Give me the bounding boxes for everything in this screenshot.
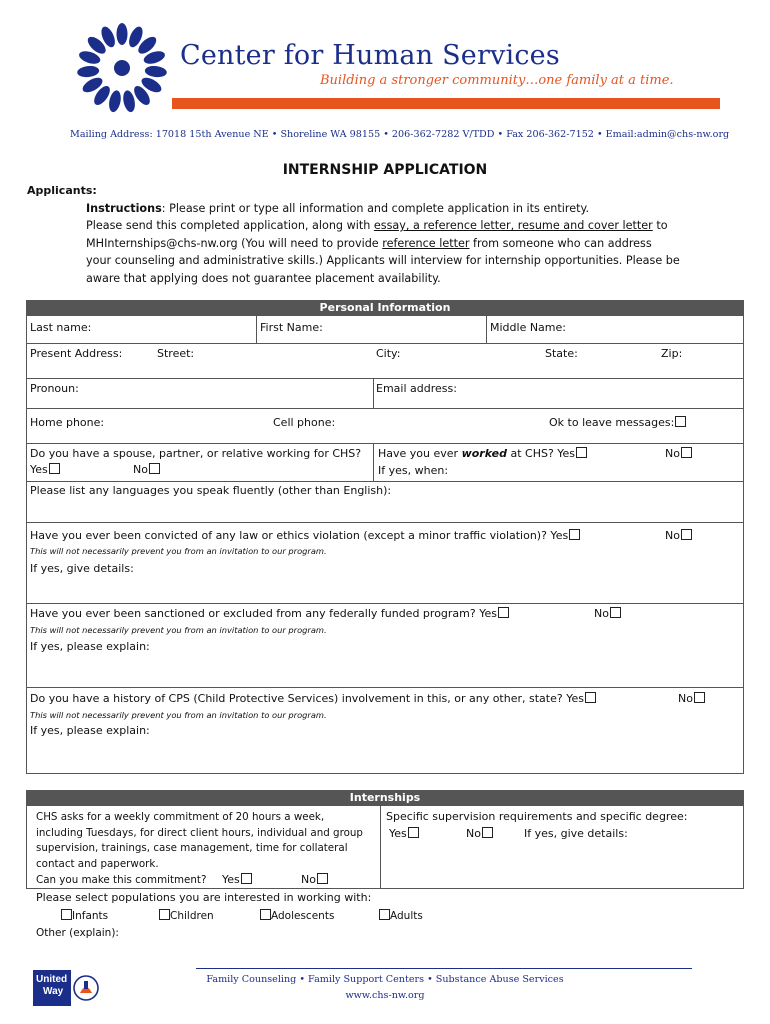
- united-way-line-2: Way: [43, 986, 64, 997]
- applicants-label: Applicants:: [27, 184, 97, 197]
- pronoun-field[interactable]: Pronoun:: [30, 382, 79, 395]
- commitment-line-2: including Tuesdays, for direct client hours, individual and group: [36, 826, 363, 839]
- footer-services: Family Counseling • Family Support Centers • Substance Abuse Services: [206, 974, 564, 985]
- internships-box-right: [743, 806, 744, 888]
- infants-checkbox[interactable]: [61, 909, 72, 920]
- city-field[interactable]: City:: [376, 347, 401, 360]
- row-divider: [26, 408, 744, 409]
- instructions-line-3b: from someone who can address: [469, 236, 652, 250]
- convicted-question: Have you ever been convicted of any law or ethics violation (except a minor traffic violation)? Yes: [30, 529, 569, 542]
- cps-yes-checkbox[interactable]: [585, 692, 596, 703]
- supervision-question: Specific supervision requirements and specific degree:: [386, 810, 688, 823]
- infants-label: Infants: [72, 910, 109, 922]
- supervision-details-field[interactable]: If yes, give details:: [524, 827, 628, 840]
- sanctioned-question: Have you ever been sanctioned or excluded from any federally funded program? Yes: [30, 607, 497, 620]
- internships-box-bottom: [26, 888, 744, 889]
- internships-col-divider: [380, 806, 381, 888]
- supervision-yes-checkbox[interactable]: [408, 827, 419, 838]
- commitment-question: Can you make this commitment?: [36, 874, 207, 886]
- spouse-yes-checkbox[interactable]: [49, 463, 60, 474]
- instructions-line-5: aware that applying does not guarantee placement availability.: [86, 271, 441, 285]
- row-divider: [26, 522, 744, 523]
- chs-logo: [76, 20, 168, 116]
- cps-note: This will not necessarily prevent you from an invitation to our program.: [30, 710, 327, 720]
- worked-q-a: Have you ever: [378, 447, 462, 460]
- last-name-field[interactable]: Last name:: [30, 321, 92, 334]
- personal-box-bottom: [26, 773, 744, 774]
- zip-field[interactable]: Zip:: [661, 347, 683, 360]
- adolescents-checkbox[interactable]: [260, 909, 271, 920]
- sanctioned-yes-checkbox[interactable]: [498, 607, 509, 618]
- internships-box-left: [26, 806, 27, 888]
- populations-question: Please select populations you are interested in working with:: [36, 891, 372, 904]
- personal-box-right: [743, 316, 744, 773]
- convicted-no-label: No: [665, 529, 680, 542]
- cps-no-label: No: [678, 692, 693, 705]
- commit-yes-checkbox[interactable]: [241, 873, 252, 884]
- worked-no-label: No: [665, 447, 680, 460]
- united-way-line-1: United: [36, 974, 68, 985]
- cps-question: Do you have a history of CPS (Child Protective Services) involvement in this, or any other, state? Yes: [30, 692, 584, 705]
- ok-leave-messages-label: Ok to leave messages:: [549, 416, 675, 429]
- children-label: Children: [170, 910, 214, 922]
- middle-name-field[interactable]: Middle Name:: [490, 321, 566, 334]
- org-name: Center for Human Services: [180, 40, 560, 71]
- col-divider: [373, 378, 374, 408]
- other-explain-field[interactable]: Other (explain):: [36, 927, 119, 939]
- state-field[interactable]: State:: [545, 347, 578, 360]
- convicted-no-checkbox[interactable]: [681, 529, 692, 540]
- sanctioned-no-label: No: [594, 607, 609, 620]
- convicted-note: This will not necessarily prevent you from an invitation to our program.: [30, 546, 327, 556]
- first-name-field[interactable]: First Name:: [260, 321, 323, 334]
- instructions-line-3a: MHInternships@chs-nw.org (You will need to provide: [86, 236, 383, 250]
- internships-heading: Internships: [26, 790, 744, 806]
- instructions: [86, 200, 696, 287]
- contact-line: Mailing Address: 17018 15th Avenue NE • Shoreline WA 98155 • 206-362-7282 V/TDD • Fax 206-362-7152 • Email:admin@chs-nw.org: [70, 129, 730, 140]
- worked-q-emphasis: worked: [461, 447, 507, 460]
- spouse-no-checkbox[interactable]: [149, 463, 160, 474]
- present-address-label: Present Address:: [30, 347, 123, 360]
- header-divider: [172, 98, 720, 109]
- footer-url[interactable]: www.chs-nw.org: [345, 990, 425, 1001]
- instructions-line-2b: to: [652, 219, 668, 233]
- instructions-line-3-underlined: reference letter: [382, 236, 470, 250]
- personal-box-left: [26, 316, 27, 773]
- commitment-line-4: contact and paperwork.: [36, 857, 159, 870]
- worked-when-field[interactable]: If yes, when:: [378, 464, 449, 477]
- commitment-line-1: CHS asks for a weekly commitment of 20 hours a week,: [36, 811, 325, 823]
- cell-phone-field[interactable]: Cell phone:: [273, 416, 336, 429]
- commitment-text: [36, 810, 363, 872]
- instructions-label: Instructions: [86, 202, 162, 215]
- cps-explain-field[interactable]: If yes, please explain:: [30, 724, 150, 737]
- adults-checkbox[interactable]: [379, 909, 390, 920]
- convicted-yes-checkbox[interactable]: [569, 529, 580, 540]
- spouse-no-label: No: [133, 463, 148, 476]
- children-checkbox[interactable]: [159, 909, 170, 920]
- personal-information-heading: Personal Information: [26, 300, 744, 316]
- col-divider: [486, 316, 487, 343]
- footer-divider: [196, 968, 692, 969]
- col-divider: [256, 316, 257, 343]
- row-divider: [26, 481, 744, 482]
- worked-yes-checkbox[interactable]: [576, 447, 587, 458]
- instructions-line-1: : Please print or type all information and complete application in its entirety.: [161, 202, 590, 215]
- spouse-question: Do you have a spouse, partner, or relative working for CHS?: [30, 447, 362, 460]
- worked-no-checkbox[interactable]: [681, 447, 692, 458]
- cps-no-checkbox[interactable]: [694, 692, 705, 703]
- instructions-line-4: your counseling and administrative skills.) Applicants will interview for internship opportunities. Please be: [86, 254, 680, 268]
- row-divider: [26, 343, 744, 344]
- ok-leave-messages-checkbox[interactable]: [675, 416, 686, 427]
- adults-label: Adults: [390, 910, 423, 922]
- col-divider: [373, 443, 374, 481]
- commit-yes-label: Yes: [222, 873, 240, 886]
- adolescents-label: Adolescents: [271, 910, 335, 922]
- supervision-no-checkbox[interactable]: [482, 827, 493, 838]
- commitment-line-3: supervision, trainings, case management, time for collateral: [36, 842, 348, 855]
- supervision-yes-label: Yes: [389, 827, 407, 840]
- sanctioned-no-checkbox[interactable]: [610, 607, 621, 618]
- supervision-no-label: No: [466, 827, 481, 840]
- sanctioned-note: This will not necessarily prevent you from an invitation to our program.: [30, 625, 327, 635]
- languages-field[interactable]: Please list any languages you speak fluently (other than English):: [30, 484, 392, 497]
- home-phone-field[interactable]: Home phone:: [30, 416, 105, 429]
- sanctioned-explain-field[interactable]: If yes, please explain:: [30, 640, 150, 653]
- convicted-details-field[interactable]: If yes, give details:: [30, 562, 134, 575]
- worked-q-b: at CHS? Yes: [506, 447, 576, 460]
- row-divider: [26, 378, 744, 379]
- page-title: INTERNSHIP APPLICATION: [282, 162, 488, 178]
- instructions-line-2a: Please send this completed application, along with: [86, 219, 374, 233]
- email-field[interactable]: Email address:: [376, 382, 457, 395]
- row-divider: [26, 603, 744, 604]
- instructions-line-2-underlined: essay, a reference letter, resume and cover letter: [373, 219, 653, 233]
- spouse-yes-label: Yes: [30, 463, 48, 476]
- commit-no-checkbox[interactable]: [317, 873, 328, 884]
- commit-no-label: No: [301, 873, 316, 886]
- row-divider: [26, 687, 744, 688]
- street-field[interactable]: Street:: [157, 347, 195, 360]
- tagline: Building a stronger community…one family at a time.: [320, 73, 674, 88]
- row-divider: [26, 443, 744, 444]
